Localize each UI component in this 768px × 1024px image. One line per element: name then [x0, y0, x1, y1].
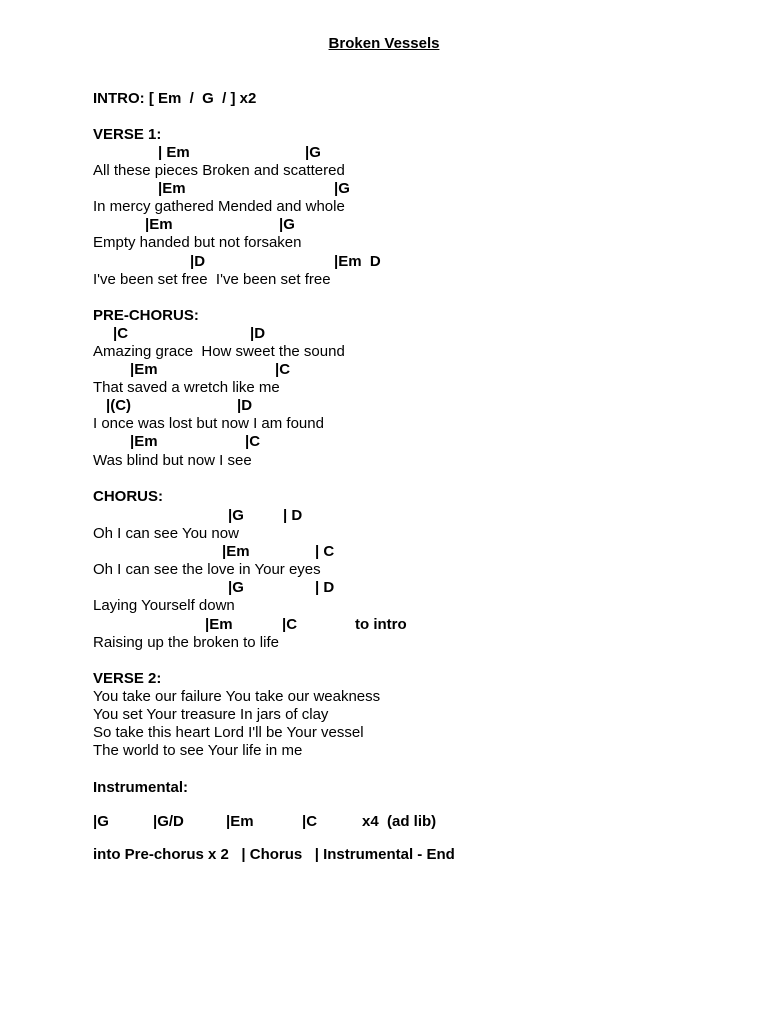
lyric-line: Empty handed but not forsaken [93, 234, 302, 251]
lyric-line: I've been set free I've been set free [93, 271, 331, 288]
chord: |G [279, 216, 295, 233]
chord: |C [245, 433, 261, 450]
chord: | C [315, 543, 335, 560]
chord: |Em D [334, 253, 381, 270]
chord: |Em [130, 361, 158, 378]
arrangement-line: into Pre-chorus x 2 | Chorus | Instrumental - End [93, 846, 455, 863]
prechorus-heading: PRE-CHORUS: [93, 307, 199, 324]
lyric-line: So take this heart Lord I'll be Your vessel [93, 724, 364, 741]
lyric-line: In mercy gathered Mended and whole [93, 198, 345, 215]
lyric-line: Laying Yourself down [93, 597, 235, 614]
chord: | D [315, 579, 335, 596]
lyric-line: Oh I can see the love in Your eyes [93, 561, 321, 578]
lyric-line: Was blind but now I see [93, 452, 252, 469]
chord: |D [237, 397, 253, 414]
chord: |C [302, 813, 318, 830]
chord: |Em [130, 433, 158, 450]
lyric-line: The world to see Your life in me [93, 742, 303, 759]
lyric-line: Oh I can see You now [93, 525, 239, 542]
lyric-line: Amazing grace How sweet the sound [93, 343, 345, 360]
song-title: Broken Vessels [328, 35, 440, 52]
chord: |Em [222, 543, 250, 560]
verse1-heading: VERSE 1: [93, 126, 162, 143]
chord: |D [250, 325, 266, 342]
chord: |C [275, 361, 291, 378]
lyric-line: You set Your treasure In jars of clay [93, 706, 329, 723]
chord: |Em [205, 616, 233, 633]
instrumental-heading: Instrumental: [93, 779, 189, 796]
chord: |G [228, 507, 244, 524]
chord: |G [93, 813, 109, 830]
lyric-line: That saved a wretch like me [93, 379, 280, 396]
to-intro-note: to intro [355, 616, 407, 633]
chord: |D [190, 253, 206, 270]
chord: |Em [226, 813, 254, 830]
lyric-line: All these pieces Broken and scattered [93, 162, 345, 179]
chord: | Em [158, 144, 190, 161]
intro-line: INTRO: [ Em / G / ] x2 [93, 90, 257, 107]
chord: |Em [158, 180, 186, 197]
chord: | D [283, 507, 303, 524]
chord: |G/D [153, 813, 184, 830]
chord: |G [305, 144, 321, 161]
chord: |G [334, 180, 350, 197]
lyric-line: I once was lost but now I am found [93, 415, 324, 432]
chord: |G [228, 579, 244, 596]
verse2-heading: VERSE 2: [93, 670, 162, 687]
repeat-note: x4 (ad lib) [362, 813, 437, 830]
chord: |C [113, 325, 129, 342]
lyric-line: Raising up the broken to life [93, 634, 279, 651]
chord: |Em [145, 216, 173, 233]
lyric-line: You take our failure You take our weakness [93, 688, 381, 705]
chorus-heading: CHORUS: [93, 488, 163, 505]
chord: |C [282, 616, 298, 633]
chord: |(C) [106, 397, 132, 414]
